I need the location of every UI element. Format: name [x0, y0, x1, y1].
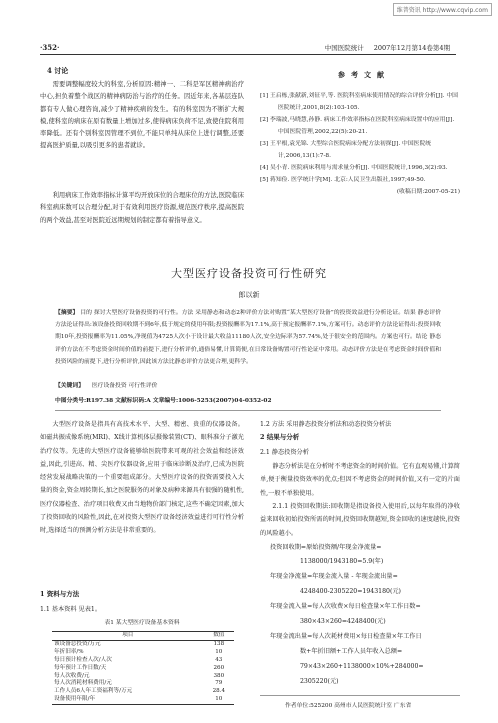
- discussion-heading: 4 讨论: [47, 66, 69, 75]
- table-row: [52, 696, 234, 704]
- table-cell: 260: [213, 664, 225, 671]
- article-title: 大型医疗设备投资可行性研究: [171, 267, 327, 280]
- payback-method-para: 2.1.1 投资回收期法:回收期是指设备投入使用后,以每年取得的净收益来回收初始投资所需的时间,投资回收期越短,资金回收的速度越快,投资的风险越小。: [260, 503, 460, 537]
- footer-rule: [260, 695, 460, 696]
- reference-item: [2] 李瑞波,马晓慧,孙静. 病床工作效率指标在医院科室病床设置中的应用[J]. 中国医院管理,2002,22(5):20-21.: [260, 117, 455, 135]
- equipment-table: [52, 631, 234, 705]
- table-cell: 380: [213, 672, 225, 679]
- table-cell: 10: [215, 648, 223, 655]
- table-cell: 该设备总投资/万元: [54, 640, 101, 647]
- abstract-label: 【摘要】: [55, 310, 79, 316]
- intro-paragraph: 大型医疗设备是指具有高技术水平、大型、精密、贵重的仪器设备。如磁共振成像系统(MRI)、X线计算机体层摄像装置(CT)、眼科准分子激光治疗仪等。先进的大型医疗设备能够给医院带来可观的社会效益和经济效益,因此,引进高、精、尖医疗仪器设备,应用于临床诊断及治疗,已成为医院经营发展战略决策的一个重要组成部分。大型医疗设备的投资需要投入大量的资金,资金周转期长,加之医院服务的对象及病种来源具有很强的随机性,医疗仪器检查、治疗项目收费又由当地物价部门核定,这些不确定因素,加大了投资回收的风险性,因此,在对投资大型医疗设备经济效益进行可行性分析时,选择适当的预测分析方法是非常重要的。: [40, 421, 244, 535]
- equation-line: 投资回收期=原始投资额/年现金净流量=: [270, 544, 382, 551]
- table-cell: 10: [204, 696, 234, 704]
- keywords-text: 医疗设备投资 可行性评价: [91, 383, 158, 389]
- equation-line: 数+年折旧额+工作人员年收入总额=: [300, 648, 403, 655]
- equation-line: 年现金流入量=每人次收费×每日检查量×年工作日数=: [270, 603, 421, 610]
- watermark: 维普资讯 http://www.cqvip.com: [393, 3, 492, 16]
- section-2-heading: 2 结果与分析: [260, 433, 300, 441]
- discussion-para-2: 利用病床工作效率指标计算平均开放床位的合理床位的方法,医院临床科室病床数可以合理分配,对于有效利用医疗资源,规范医疗秩序,提高医院的两个效益,甚至对医院近远期规划的制定都有着指导意义。: [40, 192, 244, 224]
- references-title: 参考文献: [338, 70, 390, 79]
- table-cell: 设备使用年限/年: [52, 696, 204, 704]
- keywords-label: 【关键词】: [55, 383, 84, 389]
- reference-item: [4] 吴小青. 医院病床利用与需求量分析[J]. 中国医院统计,1996,3(2):93.: [260, 165, 448, 171]
- section-1-heading: 1 资料与方法: [40, 590, 80, 598]
- journal-name: 中国医院统计: [324, 44, 364, 52]
- table-cell: 28.4: [212, 688, 226, 695]
- table-row: [52, 640, 234, 648]
- equation-line: 4248400-2305220=1943180(元): [300, 588, 401, 595]
- equation-line: 1138000/1943180=5.9(年): [300, 558, 384, 565]
- section-2-1-heading: 2.1 静态投资分析: [260, 449, 309, 456]
- table-row: [52, 649, 234, 657]
- section-1-1-heading: 1.1 基本资料 见表1。: [40, 606, 102, 613]
- table-cell: 43: [215, 656, 223, 663]
- reference-item: [3] 王平根,袁光锦. 大型综合医院病床分配方法初探[J]. 中国医院统计,2006,13(1):7-8.: [260, 141, 432, 159]
- table-cell: 79: [215, 680, 223, 687]
- reference-list: [260, 90, 460, 198]
- table-cell: 每日预计检查人次/人次: [54, 656, 112, 663]
- header-rule: [40, 54, 456, 55]
- equation-line: 年现金流出量=每人次耗材费用×每日检查量×年工作日: [270, 633, 422, 640]
- journal-header: [325, 43, 450, 52]
- table-header-item: 项目: [52, 632, 204, 641]
- equation-line: 380×43×260=4248400(元): [300, 618, 386, 625]
- table-row: [52, 657, 234, 665]
- equation-line: 79×43×260+1138000×10%+284000=: [300, 663, 424, 670]
- abstract: [55, 307, 441, 368]
- table-cell: 工作人员6人年工资福利等/万元: [54, 688, 133, 695]
- keywords: [55, 380, 157, 389]
- reference-item: [5] 蒋知俭. 医学统计学[M]. 北京:人民卫生出版社,1997;49-50.: [260, 177, 426, 183]
- table-caption: 表1 某大型医疗设备基本资料: [104, 620, 180, 626]
- table-cell: 138: [213, 640, 225, 647]
- page-number: ·352·: [40, 43, 60, 52]
- abstract-text: 目的 探讨大型医疗设备投资的可行性。方法 采用静态和动态2种评价方法对购置“某大型医疗设备”的投资效益进行分析论证。结果 静态评价方法论证得出:该设备投资回收期不到6年,低于规定的使用年限;投资报酬率为17.1%,高于预定报酬率7.1%,方案可行。动态评价方法论证得出:投资回收期10年,投资报酬率为11.05%,净现值为4725人次小于设计最大收益11180人次,安全边际率为57.74%,处于很安全的范围内。方案也可行。结论 静态评价方法在不考虑资金时间价值的前提下,进行分析评价,通俗易懂,计算简便,在日常设备购置可行性论证中常用。动态评价方法是在考虑资金时间价值和投资风险的前提下,进行分析评价,因此该方法比静态评价方法更合理,更科学。: [55, 310, 441, 365]
- classification-line: 中图分类号:R197.38 文献标识码:A 文章编号:1006-5253(2007)04-0352-02: [55, 398, 272, 404]
- discussion-para-1: 需要调整幅度较大的科室,分析原因:精神一、二科是军区精神病治疗中心,担负着整个战区的精神病防治与治疗的任务。因近年来,各基层连队都有专人做心理咨询,减少了精神疾病的发生。有的科室因为不断扩大规模,使科室的病床在原有数量上增加过多,使得病床负荷不足,致使住院利用率降低。还有个别科室因管理不到位,不能只单纯从床位上进行调整,还要提高医护质量,以吸引更多的患者就诊。: [40, 81, 244, 150]
- table-header-value: 数值: [204, 632, 234, 641]
- table-header-row: [52, 632, 234, 641]
- journal-issue: 2007年12月第14卷第4期: [373, 44, 450, 52]
- table-row: [52, 665, 234, 673]
- table-cell: 每年预计工作日数/天: [54, 664, 107, 671]
- table-cell: 每人次消耗材料费用/元: [54, 680, 112, 687]
- table-cell: 年折旧率/%: [54, 648, 84, 655]
- author-affiliation: 作者单位:525200 高州市人民医院统计室 广东省: [285, 703, 412, 709]
- section-1-2: 1.2 方法 采用静态投资分析法和动态投资分析法: [260, 421, 392, 428]
- received-date: (收稿日期:2007-05-21): [396, 189, 460, 195]
- equation-line: 2305220(元): [300, 678, 339, 685]
- table-cell: 每人次收费/元: [54, 672, 90, 679]
- reference-item: [1] 王启栋,张献新,刘征平,等. 医院科室病床使用情况的综合评价分析[J]. 中国医院统计,2001,8(2):103-105.: [260, 93, 458, 111]
- static-analysis-para: 静态分析法是在分析时不考虑资金的时间价值。它有直观易懂,计算简单,便于衡量投资效率的优点;但因不考虑资金的时间价值,又有一定的片面性,一般不单独使用。: [260, 463, 460, 497]
- abstract-rule: [55, 410, 441, 411]
- article-author: 郎以新: [238, 291, 260, 299]
- equation-line: 年现金净流量=年现金流入量 - 年现金流出量=: [270, 573, 398, 580]
